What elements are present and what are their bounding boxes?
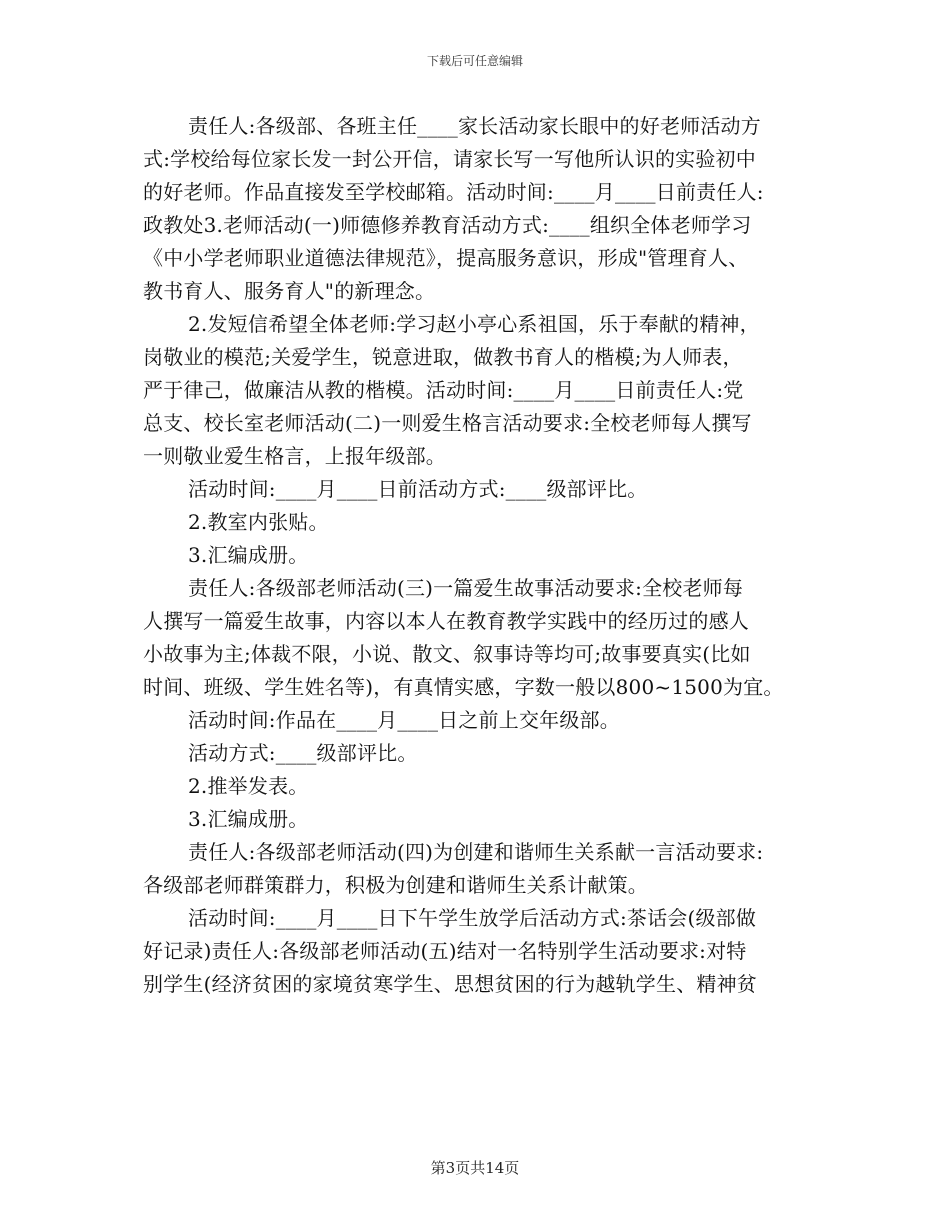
text-line: 活动方式:____级部评比。 [188,741,418,765]
page-header: 下载后可任意编辑 [426,54,523,68]
text-line: 好记录)责任人:各级部老师活动(五)结对一名特别学生活动要求:对特 [143,939,747,963]
text-line: 2.推举发表。 [188,774,309,798]
text-line: 时间、班级、学生姓名等)，有真情实感，字数一般以800~1500为宜。 [143,675,784,699]
text-line: 一则敬业爱生格言，上报年级部。 [143,444,446,468]
text-line: 3.汇编成册。 [188,543,309,567]
page-footer: 第3页共14页 [430,1159,520,1177]
text-line: 式:学校给每位家长发一封公开信，请家长写一写他所认识的实验初中 [143,147,756,171]
text-line: 人撰写一篇爱生故事，内容以本人在教育教学实践中的经历过的感人 [143,609,749,633]
text-line: 活动时间:____月____日下午学生放学后活动方式:茶话会(级部做 [188,906,757,930]
text-line: 3.汇编成册。 [188,807,309,831]
text-line: 责任人:各级部老师活动(三)一篇爱生故事活动要求:全校老师每 [188,576,744,600]
document-body [143,110,811,1001]
text-line: 岗敬业的模范;关爱学生，锐意进取，做教书育人的楷模;为人师表， [143,345,743,369]
text-line: 责任人:各级部老师活动(四)为创建和谐师生关系献一言活动要求: [188,840,764,864]
text-line: 教书育人、服务育人"的新理念。 [143,279,436,303]
text-line: 各级部老师群策群力，积极为创建和谐师生关系计献策。 [143,873,648,897]
text-line: 2.发短信希望全体老师:学习赵小亭心系祖国，乐于奉献的精神， [188,312,760,336]
text-line: 活动时间:____月____日前活动方式:____级部评比。 [188,477,648,501]
text-line: 活动时间:作品在____月____日之前上交年级部。 [188,708,620,732]
text-line: 责任人:各级部、各班主任____家长活动家长眼中的好老师活动方 [188,114,761,138]
text-line: 2.教室内张贴。 [188,510,329,534]
text-line: 严于律己，做廉洁从教的楷模。活动时间:____月____日前责任人:党 [143,378,744,402]
text-line: 小故事为主;体裁不限，小说、散文、叙事诗等均可;故事要真实(比如 [143,642,751,666]
text-line: 别学生(经济贫困的家境贫寒学生、思想贫困的行为越轨学生、精神贫 [143,972,758,996]
text-line: 的好老师。作品直接发至学校邮箱。活动时间:____月____日前责任人: [143,180,764,204]
text-line: 总支、校长室老师活动(二)一则爱生格言活动要求:全校老师每人撰写 [143,411,752,435]
text-line: 政教处3.老师活动(一)师德修养教育活动方式:____组织全体老师学习 [143,213,752,237]
text-line: 《中小学老师职业道德法律规范》，提高服务意识，形成"管理育人、 [143,246,749,270]
